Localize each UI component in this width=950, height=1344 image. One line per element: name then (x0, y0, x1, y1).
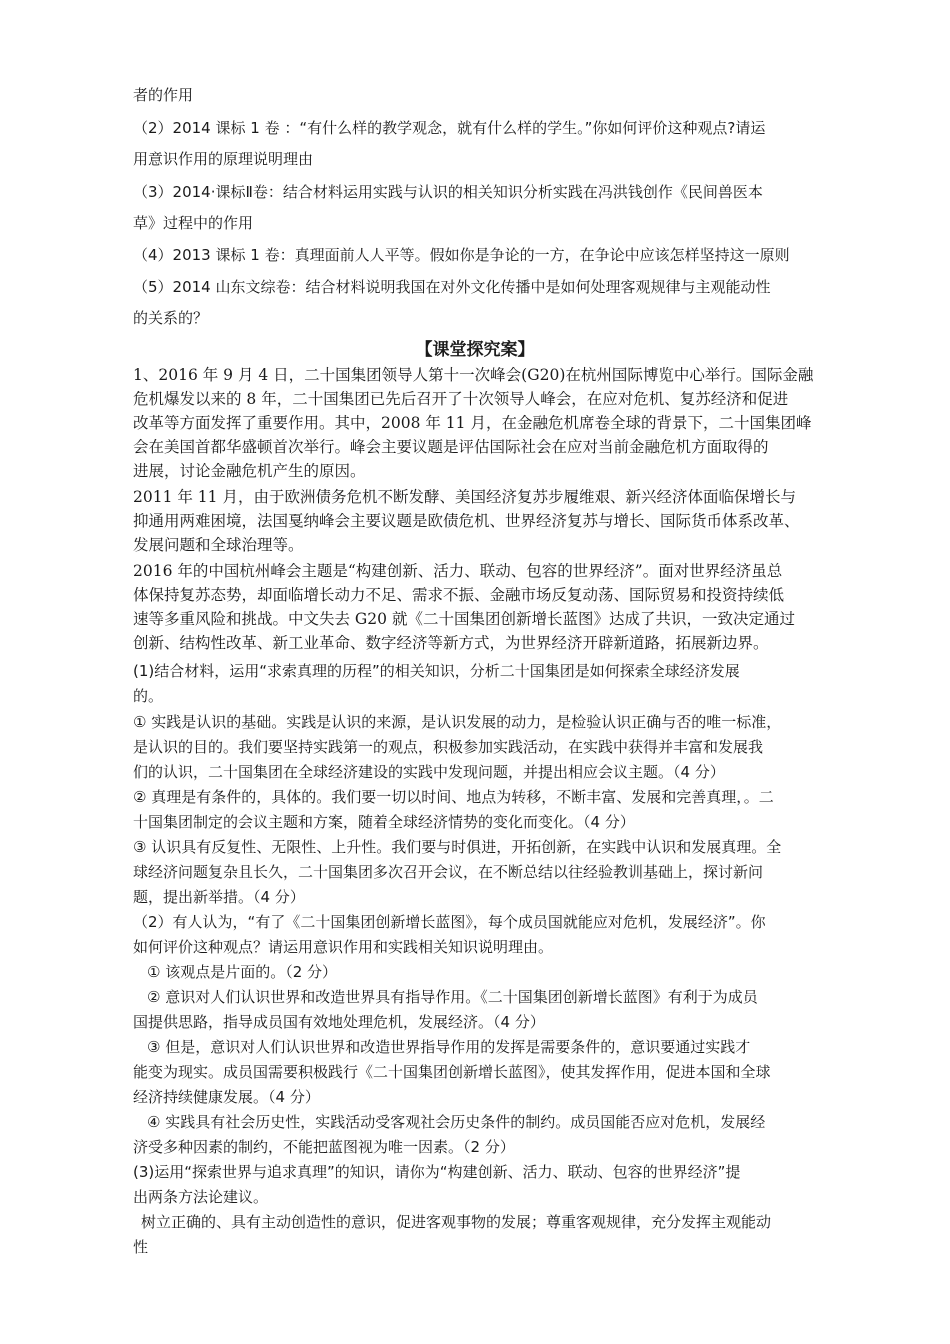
question-1-line-2: 的。 (133, 687, 164, 705)
q2-answer-4-line-2: 济受多种因素的制约，不能把蓝图视为唯一因素。（2 分） (133, 1138, 515, 1156)
q1-answer-2-line-2: 十国集团制定的会议主题和方案，随着全球经济情势的变化而变化。（4 分） (133, 813, 635, 831)
material-1-line-3: 改革等方面发挥了重要作用。其中，2008 年 11 月，在金融危机席卷全球的背景下，二十国集团峰 (133, 414, 812, 432)
q2-answer-2-line-1: ② 意识对人们认识世界和改造世界具有指导作用。《二十国集团创新增长蓝图》有利于为成员 (147, 988, 758, 1006)
task-3-line-2: 草》过程中的作用 (133, 214, 254, 232)
material-3-line-4: 创新、结构性改革、新工业革命、数字经济等新方式，为世界经济开辟新道路，拓展新边界。 (133, 634, 769, 652)
material-2-line-2: 抑通用两难困境，法国戛纳峰会主要议题是欧债危机、世界经济复苏与增长、国际货币体系改革、 (133, 512, 800, 530)
q3-answer-line-1: 树立正确的、具有主动创造性的意识，促进客观事物的发展；尊重客观规律，充分发挥主观能动 (141, 1213, 772, 1231)
material-2-line-3: 发展问题和全球治理等。 (133, 536, 304, 554)
q1-answer-3-line-2: 球经济问题复杂且长久，二十国集团多次召开会议，在不断总结以往经验教训基础上，探讨新问 (133, 863, 764, 881)
q1-answer-3-line-3: 题，提出新举措。（4 分） (133, 888, 305, 906)
material-1-line-5: 进展，讨论金融危机产生的原因。 (133, 462, 366, 480)
q2-answer-3-line-1: ③ 但是，意识对人们认识世界和改造世界指导作用的发挥是需要条件的，意识要通过实践才 (147, 1038, 751, 1056)
task-5-line-1: （5）2014 山东文综卷：结合材料说明我国在对外文化传播中是如何处理客观规律与主观能动性 (133, 278, 771, 296)
q3-answer-line-2: 性 (133, 1238, 149, 1256)
q2-answer-4-line-1: ④ 实践具有社会历史性，实践活动受客观社会历史条件的制约。成员国能否应对危机，发展经 (147, 1113, 766, 1131)
q2-answer-2-line-2: 国提供思路，指导成员国有效地处理危机，发展经济。（4 分） (133, 1013, 545, 1031)
task-3-line-1: （3）2014·课标Ⅱ卷：结合材料运用实践与认识的相关知识分析实践在冯洪钱创作《民间兽医本 (133, 183, 763, 201)
material-1-line-4: 会在美国首都华盛顿首次举行。峰会主要议题是评估国际社会在应对当前金融危机方面取得的 (133, 438, 769, 456)
q1-answer-2-line-1: ② 真理是有条件的，具体的。我们要一切以时间、地点为转移，不断丰富、发展和完善真理，。二 (133, 788, 774, 806)
material-3-line-2: 体保持复苏态势，却面临增长动力不足、需求不振、金融市场反复动荡、国际贸易和投资持续低 (133, 586, 785, 604)
material-1-line-1: 1、2016 年 9 月 4 日，二十国集团领导人第十一次峰会(G20)在杭州国际博览中心举行。国际金融 (133, 366, 814, 384)
task-2-line-1: （2）2014 课标 1 卷 ：“有什么样的教学观念，就有什么样的学生。”你如何评价这种观点?请运 (133, 119, 766, 137)
q2-answer-3-line-2: 能变为现实。成员国需要积极践行《二十国集团创新增长蓝图》，使其发挥作用，促进本国和全球 (133, 1063, 771, 1081)
question-1-line-1: (1)结合材料，运用“求索真理的历程”的相关知识，分析二十国集团是如何探索全球经济发展 (133, 662, 740, 680)
section-title: 【课堂探究案】 (415, 340, 535, 360)
task-1-tail: 者的作用 (133, 86, 194, 104)
q1-answer-1-line-2: 是认识的目的。我们要坚持实践第一的观点，积极参加实践活动，在实践中获得并丰富和发展我 (133, 738, 764, 756)
material-1-line-2: 危机爆发以来的 8 年，二十国集团已先后召开了十次领导人峰会，在应对危机、复苏经济和促进 (133, 390, 789, 408)
question-3-line-2: 出两条方法论建议。 (133, 1188, 269, 1206)
q1-answer-1-line-3: 们的认识，二十国集团在全球经济建设的实践中发现问题，并提出相应会议主题。（4 分） (133, 763, 725, 781)
material-2-line-1: 2011 年 11 月，由于欧洲债务危机不断发酵、美国经济复苏步履维艰、新兴经济体面临保增长与 (133, 488, 796, 506)
q2-answer-3-line-3: 经济持续健康发展。（4 分） (133, 1088, 320, 1106)
q1-answer-1-line-1: ① 实践是认识的基础。实践是认识的来源，是认识发展的动力，是检验认识正确与否的唯一标准， (133, 713, 782, 731)
question-2-line-1: （2）有人认为，“有了《二十国集团创新增长蓝图》，每个成员国就能应对危机，发展经济”。你 (133, 913, 766, 931)
task-2-line-2: 用意识作用的原理说明理由 (133, 150, 314, 168)
q1-answer-3-line-1: ③ 认识具有反复性、无限性、上升性。我们要与时俱进，开拓创新，在实践中认识和发展真理。全 (133, 838, 782, 856)
task-4-line-1: （4）2013 课标 1 卷：真理面前人人平等。假如你是争论的一方，在争论中应该怎样坚持这一原则 (133, 246, 790, 264)
material-3-line-1: 2016 年的中国杭州峰会主题是“构建创新、活力、联动、包容的世界经济”。面对世界经济虽总 (133, 562, 783, 580)
question-3-line-1: (3)运用“探索世界与追求真理”的知识，请你为“构建创新、活力、联动、包容的世界经济”提 (133, 1163, 741, 1181)
material-3-line-3: 速等多重风险和挑战。中文失去 G20 就《二十国集团创新增长蓝图》达成了共识，一致决定通过 (133, 610, 795, 628)
task-5-line-2: 的关系的？ (133, 309, 209, 327)
question-2-line-2: 如何评价这种观点？请运用意识作用和实践相关知识说明理由。 (133, 938, 554, 956)
q2-answer-1: ① 该观点是片面的。（2 分） (147, 963, 338, 981)
